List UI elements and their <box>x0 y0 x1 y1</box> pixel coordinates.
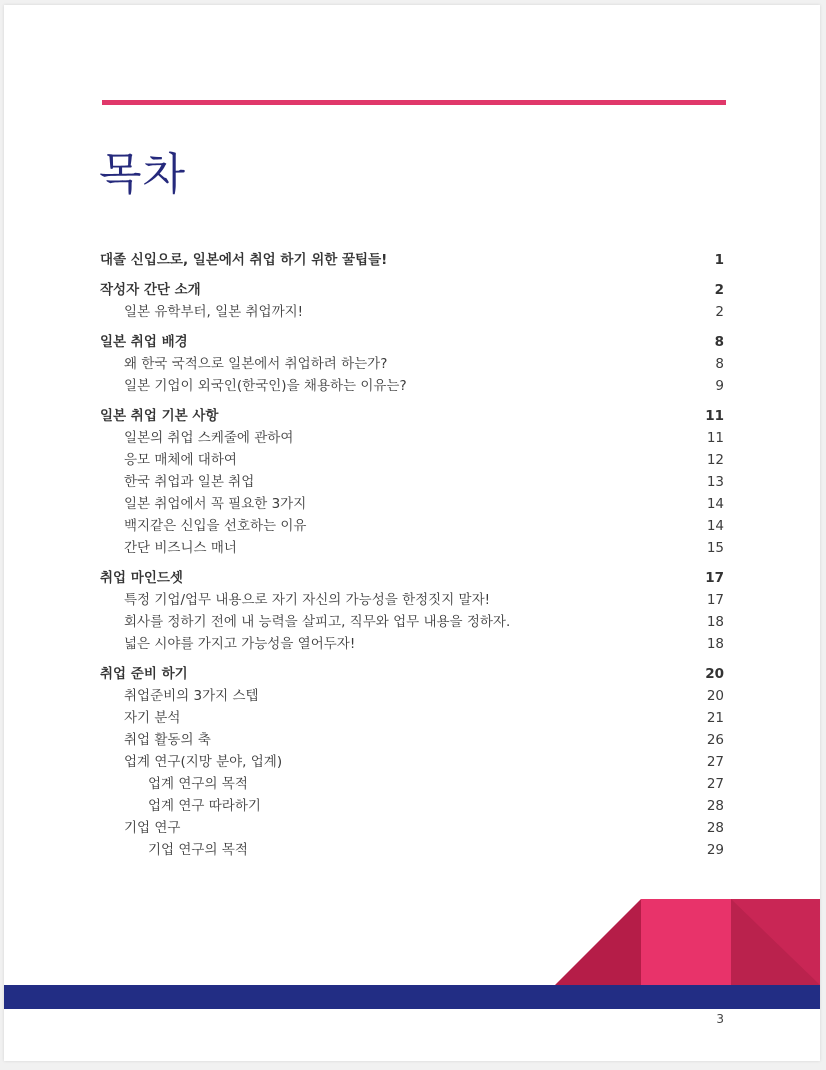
toc-entry-page: 8 <box>714 334 724 350</box>
toc-entry-page: 15 <box>706 540 724 556</box>
toc-entry-page: 8 <box>715 356 724 372</box>
toc-entry-label: 넓은 시야를 가지고 가능성을 열어두자! <box>124 636 356 652</box>
toc-entry-label: 일본의 취업 스케줄에 관하여 <box>124 430 294 446</box>
toc-entry-label: 일본 취업에서 꼭 필요한 3가지 <box>124 496 307 512</box>
toc-entry-page: 27 <box>706 754 724 770</box>
toc-entry-label: 왜 한국 국적으로 일본에서 취업하려 하는가? <box>124 356 388 372</box>
toc-subsection-entry[interactable] <box>100 751 724 773</box>
toc-entry-page: 27 <box>706 776 724 792</box>
toc-entry-label: 일본 취업 배경 <box>100 334 188 350</box>
toc-entry-page: 13 <box>706 474 724 490</box>
toc-section-entry[interactable] <box>100 249 724 271</box>
toc-subsection-entry[interactable] <box>100 685 724 707</box>
toc-subsection-entry[interactable] <box>100 449 724 471</box>
toc-entry-page: 2 <box>714 282 724 298</box>
toc-entry-page: 1 <box>714 252 724 268</box>
toc-section-entry[interactable] <box>100 663 724 685</box>
toc-entry-page: 20 <box>706 688 724 704</box>
toc-entry-label: 대졸 신입으로, 일본에서 취업 하기 위한 꿀팁들! <box>100 252 388 268</box>
toc-entry-label: 자기 분석 <box>124 710 181 726</box>
toc-entry-label: 취업 활동의 축 <box>124 732 211 748</box>
toc-entry-page: 21 <box>706 710 724 726</box>
toc-subsection-entry[interactable] <box>100 375 724 397</box>
toc-entry-page: 28 <box>706 820 724 836</box>
toc-entry-label: 업계 연구 따라하기 <box>148 798 261 814</box>
toc-entry-page: 11 <box>705 408 724 424</box>
page-title: 목차 <box>99 149 187 200</box>
toc-entry-page: 18 <box>706 636 724 652</box>
toc-entry-label: 업계 연구의 목적 <box>148 776 248 792</box>
footer-band <box>4 985 820 1009</box>
toc-subsection-entry[interactable] <box>100 611 724 633</box>
toc-entry-page: 26 <box>706 732 724 748</box>
toc-subsection-entry[interactable] <box>100 301 724 323</box>
toc-entry-page: 11 <box>706 430 724 446</box>
toc-entry-label: 취업 준비 하기 <box>100 666 188 682</box>
toc-entry-page: 17 <box>706 592 724 608</box>
toc-subsection-entry[interactable] <box>100 839 724 861</box>
toc-subsection-entry[interactable] <box>100 633 724 655</box>
toc-entry-label: 기업 연구의 목적 <box>148 842 248 858</box>
toc-entry-label: 회사를 정하기 전에 내 능력을 살피고, 직무와 업무 내용을 정하자. <box>124 614 511 630</box>
document-page <box>4 5 820 1061</box>
toc-entry-label: 작성자 간단 소개 <box>100 282 201 298</box>
toc-subsection-entry[interactable] <box>100 537 724 559</box>
page-number: 3 <box>716 1012 724 1026</box>
toc-entry-page: 14 <box>706 518 724 534</box>
toc-subsection-entry[interactable] <box>100 707 724 729</box>
toc-subsection-entry[interactable] <box>100 589 724 611</box>
toc-subsection-entry[interactable] <box>100 817 724 839</box>
toc-subsection-entry[interactable] <box>100 471 724 493</box>
table-of-contents <box>100 249 724 861</box>
toc-subsection-entry[interactable] <box>100 795 724 817</box>
toc-entry-label: 특정 기업/업무 내용으로 자기 자신의 가능성을 한정짓지 말자! <box>124 592 491 608</box>
toc-entry-page: 20 <box>705 666 724 682</box>
toc-subsection-entry[interactable] <box>100 427 724 449</box>
toc-entry-label: 기업 연구 <box>124 820 181 836</box>
toc-entry-page: 14 <box>706 496 724 512</box>
toc-entry-page: 29 <box>706 842 724 858</box>
toc-entry-label: 간단 비즈니스 매너 <box>124 540 237 556</box>
toc-entry-label: 취업준비의 3가지 스텝 <box>124 688 259 704</box>
top-accent-rule <box>102 100 726 105</box>
toc-subsection-entry[interactable] <box>100 773 724 795</box>
toc-entry-label: 취업 마인드셋 <box>100 570 183 586</box>
toc-entry-label: 응모 매체에 대하여 <box>124 452 237 468</box>
toc-subsection-entry[interactable] <box>100 353 724 375</box>
toc-entry-label: 백지같은 신입을 선호하는 이유 <box>124 518 307 534</box>
toc-section-entry[interactable] <box>100 567 724 589</box>
toc-entry-page: 12 <box>706 452 724 468</box>
toc-entry-page: 2 <box>715 304 724 320</box>
toc-entry-label: 일본 취업 기본 사항 <box>100 408 219 424</box>
toc-section-entry[interactable] <box>100 279 724 301</box>
toc-subsection-entry[interactable] <box>100 515 724 537</box>
toc-entry-label: 한국 취업과 일본 취업 <box>124 474 255 490</box>
toc-subsection-entry[interactable] <box>100 493 724 515</box>
toc-entry-page: 17 <box>705 570 724 586</box>
toc-entry-label: 일본 기업이 외국인(한국인)을 채용하는 이유는? <box>124 378 407 394</box>
toc-entry-label: 일본 유학부터, 일본 취업까지! <box>124 304 304 320</box>
corner-decoration <box>4 897 820 987</box>
toc-entry-page: 28 <box>706 798 724 814</box>
toc-entry-page: 9 <box>715 378 724 394</box>
toc-entry-page: 18 <box>706 614 724 630</box>
toc-subsection-entry[interactable] <box>100 729 724 751</box>
toc-section-entry[interactable] <box>100 405 724 427</box>
toc-entry-label: 업계 연구(지망 분야, 업계) <box>124 754 283 770</box>
toc-section-entry[interactable] <box>100 331 724 353</box>
